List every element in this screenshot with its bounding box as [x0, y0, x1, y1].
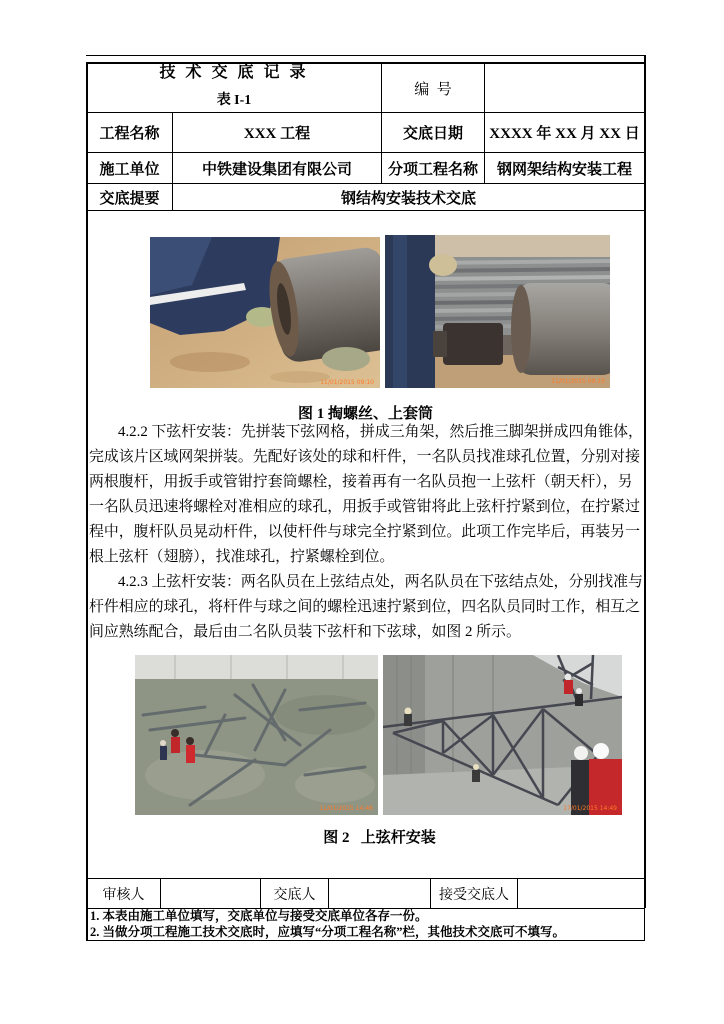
- figure2-caption: 图 2 上弦杆安装: [323, 830, 436, 846]
- number-value-cell[interactable]: [484, 62, 645, 113]
- unit-value: 中铁建设集团有限公司: [172, 152, 382, 184]
- text-line: 4.2.2 下弦杆安装：先拼装下弦网格，拼成三角架，然后推三脚架拼成四角锥体，: [118, 424, 643, 440]
- figure1-photo-right: [385, 235, 610, 388]
- note-line: 2. 当做分项工程施工技术交底时，应填写“分项工程名称”栏，其他技术交底可不填写。: [90, 925, 566, 939]
- unit-label: 施工单位: [86, 152, 173, 184]
- text-line: 程中，腹杆队员晃动杆件，以使杆件与球完全拧紧到位。此项工作完毕后，再装另一: [89, 524, 640, 540]
- receiver-label: 接受交底人: [430, 878, 518, 909]
- figure1-caption: 图 1 掏螺丝、上套筒: [297, 406, 433, 422]
- receiver-field[interactable]: [517, 878, 645, 909]
- text-line: 两根腹杆，用扳手或管钳拧套筒螺栓，接着再有一名队员抱一上弦杆（朝天杆），另: [89, 474, 633, 490]
- reviewer-label: 审核人: [86, 878, 161, 909]
- photo-timestamp: 11/01/2015 14:46: [319, 805, 373, 812]
- form-title: 技 术 交 底 记 录: [159, 64, 309, 81]
- sub-project-value: 钢网架结构安装工程: [484, 152, 645, 184]
- number-label: 编 号: [381, 62, 485, 113]
- photo-timestamp: 17/01/2015 14:49: [563, 805, 617, 812]
- sub-project-label: 分项工程名称: [381, 152, 485, 184]
- photo-timestamp: 11/01/2015 09:15: [551, 378, 605, 385]
- discloser-field[interactable]: [328, 878, 431, 909]
- text-line: 杆件相应的球孔，将杆件与球之间的螺栓迅速拧紧到位，四名队员同时工作，相互之: [89, 599, 640, 615]
- note-line: 1. 本表由施工单位填写，交底单位与接受交底单位各存一份。: [90, 909, 428, 923]
- figure2-photo-left: [135, 655, 378, 815]
- reviewer-field[interactable]: [160, 878, 261, 909]
- project-name-value: XXX 工程: [172, 112, 382, 153]
- text-line: 根上弦杆（翅膀），找准球孔，拧紧螺栓到位。: [89, 549, 395, 565]
- photo-timestamp: 11/01/2015 09:10: [320, 379, 374, 386]
- text-line: 间应熟练配合，最后由二名队员装下弦杆和下弦球，如图 2 所示。: [89, 624, 521, 640]
- discloser-label: 交底人: [260, 878, 329, 909]
- figure2-photo-right: [383, 655, 622, 815]
- project-name-label: 工程名称: [86, 112, 173, 153]
- text-line: 4.2.3 上弦杆安装：两名队员在上弦结点处，两名队员在下弦结点处，分别找准与: [118, 574, 643, 590]
- date-value: XXXX 年 XX 月 XX 日: [484, 112, 645, 153]
- text-line: 一名队员迅速将螺栓对准相应的球孔，用扳手或管钳将此上弦杆拧紧到位，在拧紧过: [89, 499, 640, 515]
- form-number: 表 I-1: [216, 93, 252, 108]
- text-line: 完成该片区域网架拼装。先配好该处的球和杆件，一名队员找准球孔位置，分别对接: [89, 449, 640, 465]
- summary-label: 交底提要: [86, 183, 173, 211]
- top-outer-rule: [86, 55, 646, 56]
- summary-value: 钢结构安装技术交底: [172, 183, 645, 211]
- figure1-photo-left: [150, 237, 380, 388]
- date-label: 交底日期: [381, 112, 485, 153]
